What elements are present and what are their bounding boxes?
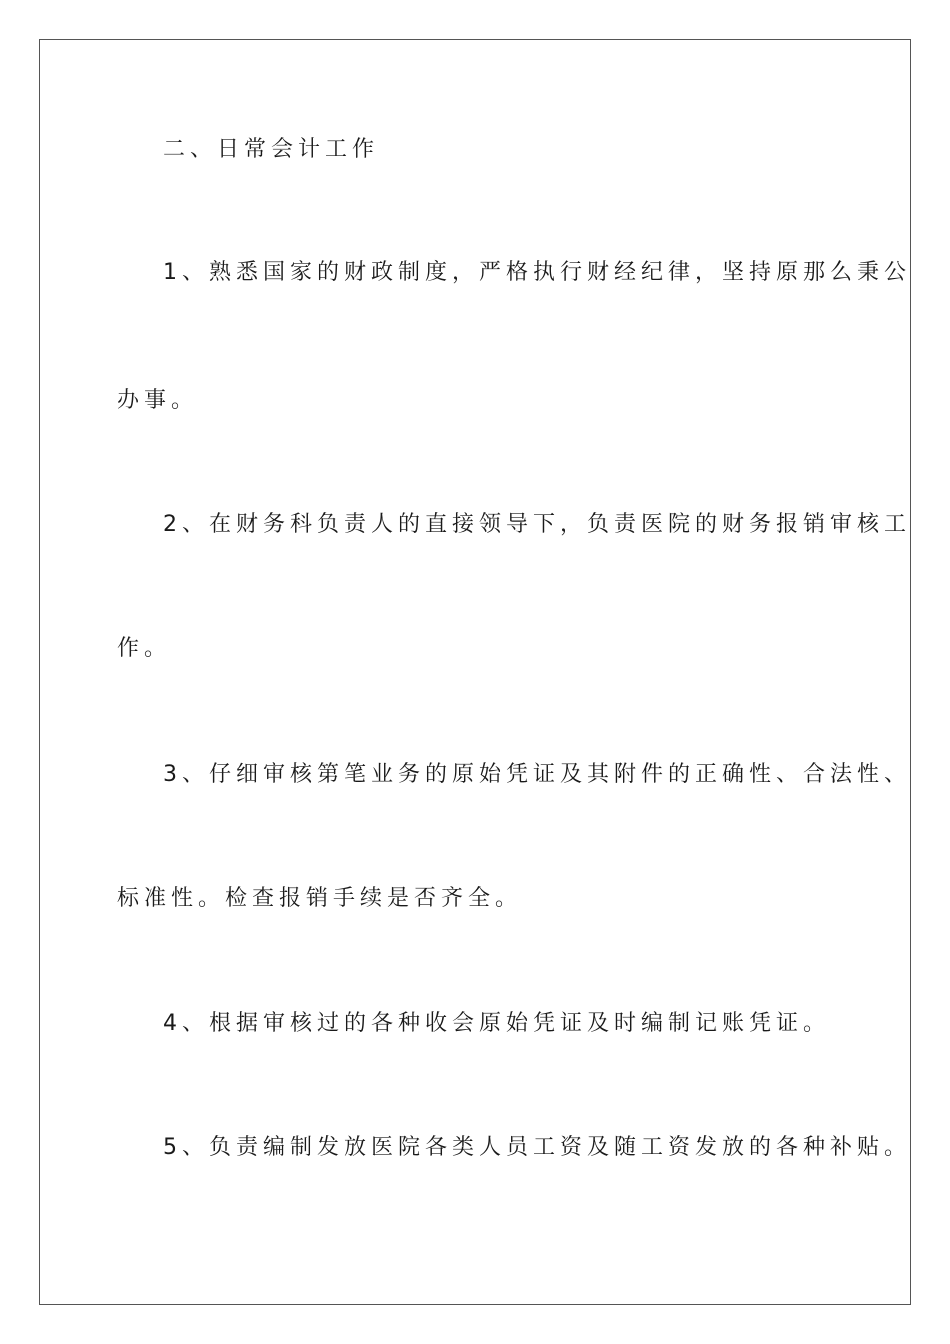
paragraph-2-line-1: 2、在财务科负责人的直接领导下，负责医院的财务报销审核工 <box>163 512 911 537</box>
paragraph-3-line-1: 3、仔细审核第笔业务的原始凭证及其附件的正确性、合法性、 <box>163 762 911 787</box>
paragraph-5-line-1: 5、负责编制发放医院各类人员工资及随工资发放的各种补贴。 <box>163 1135 911 1160</box>
section-heading: 二、日常会计工作 <box>163 137 380 162</box>
paragraph-1-line-2: 办事。 <box>117 388 199 413</box>
paragraph-1-line-1: 1、熟悉国家的财政制度，严格执行财经纪律，坚持原那么秉公 <box>163 260 911 285</box>
paragraph-4-line-1: 4、根据审核过的各种收会原始凭证及时编制记账凭证。 <box>163 1011 830 1036</box>
paragraph-2-line-2: 作。 <box>117 636 172 661</box>
paragraph-3-line-2: 标准性。检查报销手续是否齐全。 <box>117 886 523 911</box>
page-frame <box>39 39 911 1305</box>
